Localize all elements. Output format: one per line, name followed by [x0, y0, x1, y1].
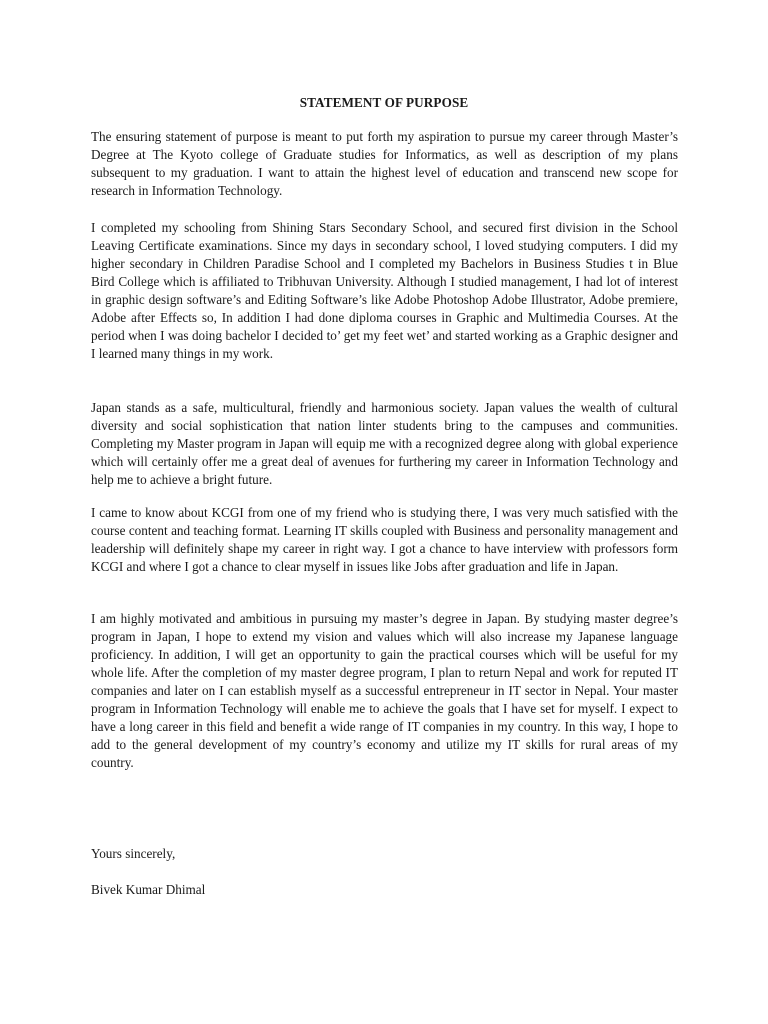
document-title: STATEMENT OF PURPOSE	[299, 95, 469, 110]
paragraph-goals: I am highly motivated and ambitious in pursuing my master’s degree in Japan. By studying master degree’s program in Japan, I hope to extend my vision and values which will also increase my Japanese language proficiency. In addition, I will get an opportunity to gain the practical courses which will be useful for my whole life. After the completion of my master degree program, I plan to return Nepal and work for reputed IT companies and later on I can establish myself as a successful entrepreneur in IT sector in Nepal. Your master program in Information Technology will enable me to achieve the goals that I have set for myself. I expect to have a long career in this field and benefit a wide range of IT companies in my country. In this way, I hope to add to the general development of my country’s economy and utilize my IT skills for rural areas of my country.	[91, 611, 678, 770]
paragraph-japan: Japan stands as a safe, multicultural, friendly and harmonious society. Japan values the wealth of cultural diversity and social sophistication that nation linter students bring to the campuses and communities. Completing my Master program in Japan will equip me with a recognized degree along with global experience which will certainly offer me a great deal of avenues for furthering my career in Information Technology and help me to achieve a bright future.	[91, 400, 678, 487]
paragraph-education: I completed my schooling from Shining Stars Secondary School, and secured first division in the School Leaving Certificate examinations. Since my days in secondary school, I loved studying computers. I did my higher secondary in Children Paradise School and I completed my Bachelors in Business Studies t in Blue Bird College which is affiliated to Tribhuvan University. Although I studied management, I had lot of interest in graphic design software’s and Editing Software’s like Adobe Photoshop Adobe Illustrator, Adobe premiere, Adobe after Effects so, In addition I had done diploma courses in Graphic and Multimedia Courses. At the period when I was doing bachelor I decided to’ get my feet wet’ and started working as a Graphic designer and I learned many things in my work.	[91, 220, 678, 361]
signature-name: Bivek Kumar Dhimal	[91, 882, 206, 897]
closing-salutation: Yours sincerely,	[91, 846, 176, 861]
paragraph-kcgi: I came to know about KCGI from one of my friend who is studying there, I was very much satisfied with the course content and teaching format. Learning IT skills coupled with Business and personality management and leadership will definitely shape my career in right way. I got a chance to have interview with professors form KCGI and where I got a chance to clear myself in issues like Jobs after graduation and life in Japan.	[91, 505, 678, 574]
paragraph-intro: The ensuring statement of purpose is meant to put forth my aspiration to pursue my career through Master’s Degree at The Kyoto college of Graduate studies for Informatics, as well as description of my plans subsequent to my graduation. I want to attain the highest level of education and transcend new scope for research in Information Technology.	[91, 129, 678, 198]
